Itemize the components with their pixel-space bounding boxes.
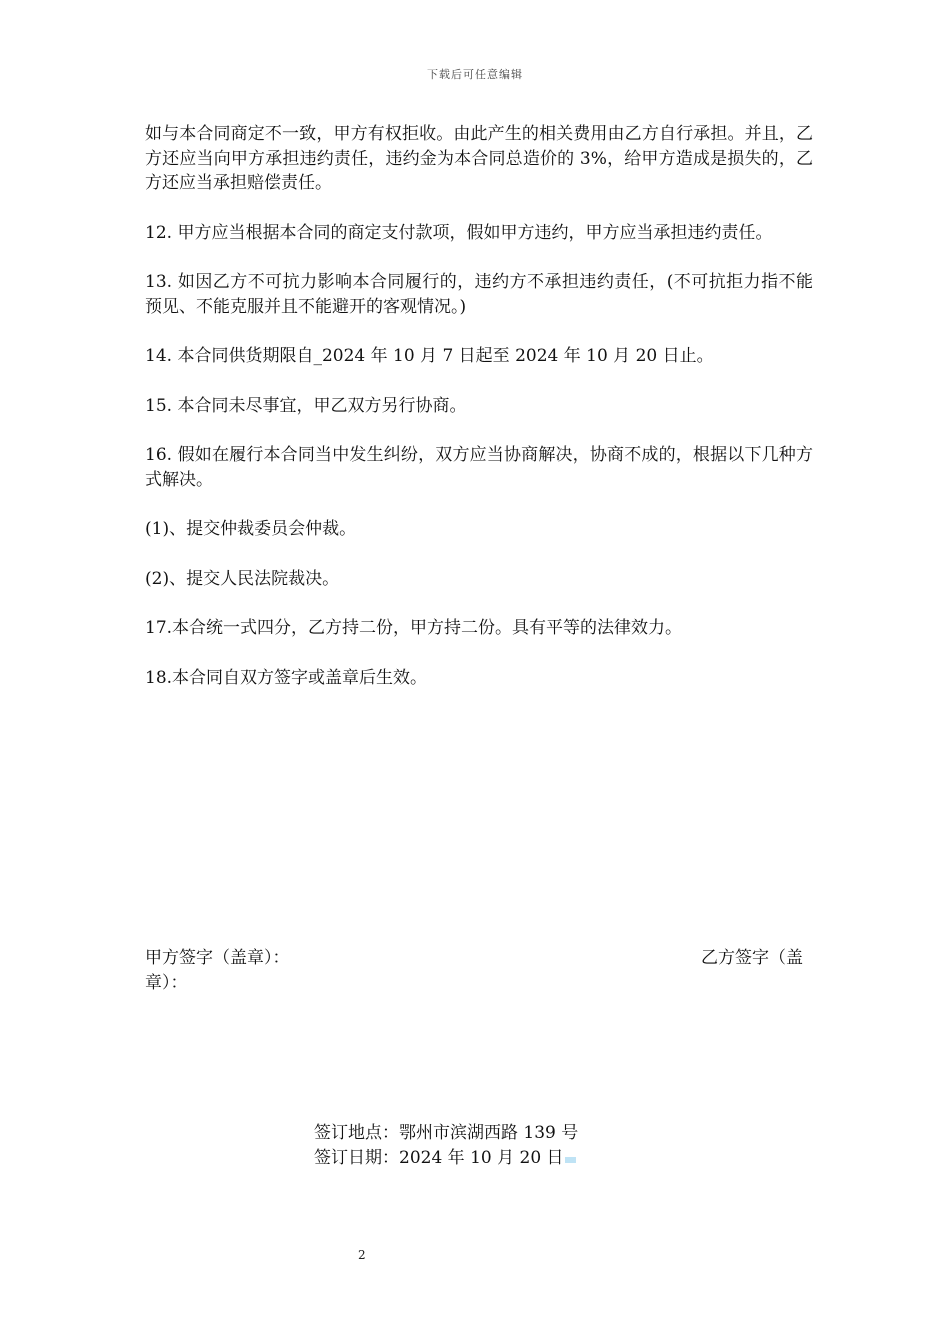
paragraph-14: 14. 本合同供货期限自_2024 年 10 月 7 日起至 2024 年 10 月 20 日止。 [145,346,714,366]
page-number: 2 [358,1248,366,1262]
paragraph-18: 18.本合同自双方签字或盖章后生效。 [145,667,428,688]
signing-info [314,1121,578,1171]
party-b-signature-label: 乙方签字（盖 [701,948,803,968]
header-note: 下载后可任意编辑 [427,68,523,81]
paragraph-17: 17.本合统一式四分，乙方持二份，甲方持二份。具有平等的法律效力。 [145,618,683,638]
paragraph-12: 12. 甲方应当根据本合同的商定支付款项，假如甲方违约，甲方应当承担违约责任。 [145,222,773,243]
paragraph-16-option-2: (2)、提交人民法院裁决。 [145,568,340,589]
contract-body [145,122,813,715]
signature-row [145,946,813,993]
signing-date: 签订日期：2024 年 10 月 20 日 [314,1148,564,1168]
party-b-signature-label-cont: 章）： [145,973,188,993]
paragraph-16: 16. 假如在履行本合同当中发生纠纷，双方应当协商解决，协商不成的，根据以下几种方式解决。 [145,445,813,490]
paragraph-penalty: 如与本合同商定不一致，甲方有权拒收。由此产生的相关费用由乙方自行承担。并且，乙方还应当向甲方承担违约责任，违约金为本合同总造价的 3%，给甲方造成是损失的，乙方还应当承担赔偿责任。 [145,124,813,193]
signing-date-line [314,1146,578,1171]
party-a-signature-label: 甲方签字（盖章）： [145,948,290,968]
paragraph-16-option-1: (1)、提交仲裁委员会仲裁。 [145,519,357,539]
paragraph-15: 15. 本合同未尽事宜，甲乙双方另行协商。 [145,395,467,416]
paragraph-13: 13. 如因乙方不可抗力影响本合同履行的，违约方不承担违约责任，(不可抗拒力指不能预见、不能克服并且不能避开的客观情况。) [145,272,813,317]
text-cursor-highlight [565,1157,576,1163]
signing-place: 签订地点：鄂州市滨湖西路 139 号 [314,1123,579,1143]
